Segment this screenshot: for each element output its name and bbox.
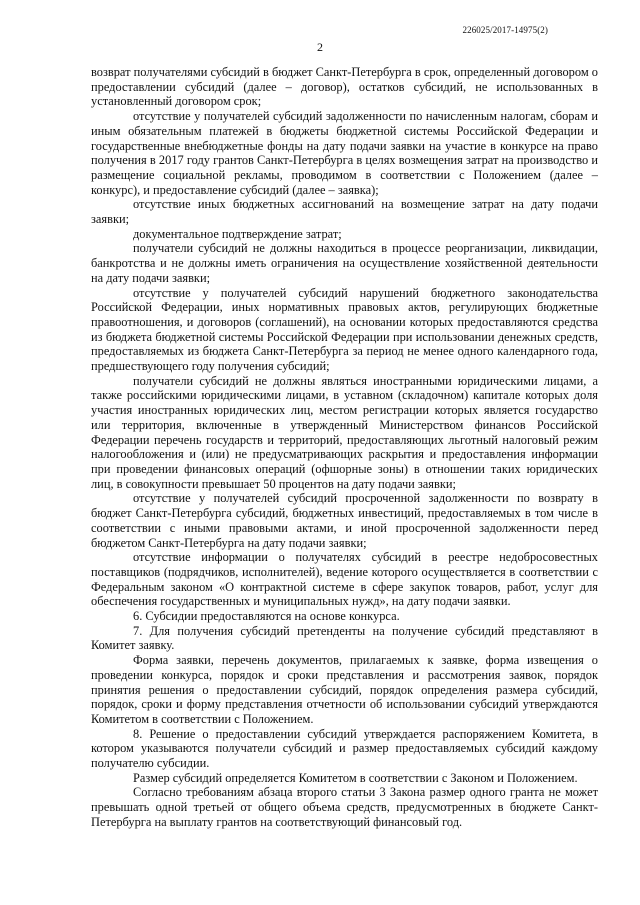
- document-body: [91, 65, 598, 830]
- paragraph: Согласно требованиям абзаца второго статьи 3 Закона размер одного гранта не может превышать одной третьей от общего объема средств, предусмотренных в бюджете Санкт-Петербурга на выплату грантов на соответствующий финансовый год.: [91, 785, 598, 829]
- paragraph: Размер субсидий определяется Комитетом в соответствии с Законом и Положением.: [133, 770, 578, 785]
- paragraph: 7. Для получения субсидий претенденты на получение субсидий представляют в Комитет заявку.: [91, 623, 598, 653]
- page-number: 2: [317, 40, 323, 54]
- paragraph: отсутствие у получателей субсидий задолженности по начисленным налогам, сборам и иным обязательным платежей в бюджеты бюджетной системы Российской Федерации и государственные внебюджетные фонды на дату подачи заявки на участие в конкурсе на право получения в 2017 году грантов Санкт-Петербурга в целях возмещения затрат на производство и размещение социальной рекламы, проводимом в соответствии с Положением (далее – конкурс), и предоставление субсидий (далее – заявка);: [91, 109, 598, 197]
- paragraph: Форма заявки, перечень документов, прилагаемых к заявке, форма извещения о проведении конкурса, порядок и сроки представления и рассмотрения заявок, порядок принятия решения о предоставлении субсидий, порядок определения размера субсидий, порядок, сроки и форму представления отчетности об использовании субсидий утверждаются Комитетом в соответствии с Положением.: [91, 653, 598, 726]
- paragraph: отсутствие информации о получателях субсидий в реестре недобросовестных поставщиков (подрядчиков, исполнителей), ведение которого осуществляется в соответствии с Федеральным законом «О контрактной системе в сфере закупок товаров, работ, услуг для обеспечения государственных и муниципальных нужд», на дату подачи заявки.: [91, 550, 598, 609]
- paragraph: возврат получателями субсидий в бюджет Санкт-Петербурга в срок, определенный договором о предоставлении субсидий (далее – договор), остатков субсидий, не использованных в установленный договором срок;: [91, 65, 598, 109]
- paragraph: 6. Субсидии предоставляются на основе конкурса.: [133, 609, 400, 624]
- paragraph: отсутствие у получателей субсидий просроченной задолженности по возврату в бюджет Санкт-Петербурга субсидий, бюджетных инвестиций, предоставляемых в том числе в соответствии с иными правовыми актами, и иной просроченной задолженности перед бюджетом Санкт-Петербурга на дату подачи заявки;: [91, 491, 598, 550]
- paragraph: получатели субсидий не должны находиться в процессе реорганизации, ликвидации, банкротства и не должны иметь ограничения на осуществление хозяйственной деятельности на дату подачи заявки;: [91, 241, 598, 285]
- paragraph: получатели субсидий не должны являться иностранными юридическими лицами, а также российскими юридическими лицами, в уставном (складочном) капитале которых доля участия иностранных юридических лиц, местом регистрации которых является государство или территория, включенные в утвержденный Министерством финансов Российской Федерации перечень государств и территорий, предоставляющих льготный налоговый режим налогообложения и (или) не предусматривающих раскрытия и предоставления информации при проведении финансовых операций (офшорные зоны) в отношении таких юридических лиц, в совокупности превышает 50 процентов на дату подачи заявки;: [91, 373, 598, 491]
- paragraph: 8. Решение о предоставлении субсидий утверждается распоряжением Комитета, в котором указываются получатели субсидий и размер предоставляемых субсидий каждому получателю субсидии.: [91, 726, 598, 771]
- paragraph: отсутствие у получателей субсидий нарушений бюджетного законодательства Российской Федерации, иных нормативных правовых актов, регулирующих бюджетные правоотношения, и договоров (соглашений), на основании которых предоставляются средства из бюджета бюджетной системы Российской Федерации при использовании денежных средств, предоставляемых из бюджета Санкт-Петербурга за период не менее одного календарного года, предшествующего году получения субсидий;: [91, 285, 598, 374]
- paragraph: документальное подтверждение затрат;: [133, 226, 342, 241]
- document-id: 226025/2017-14975(2): [462, 25, 548, 35]
- paragraph: отсутствие иных бюджетных ассигнований на возмещение затрат на дату подачи заявки;: [91, 197, 598, 227]
